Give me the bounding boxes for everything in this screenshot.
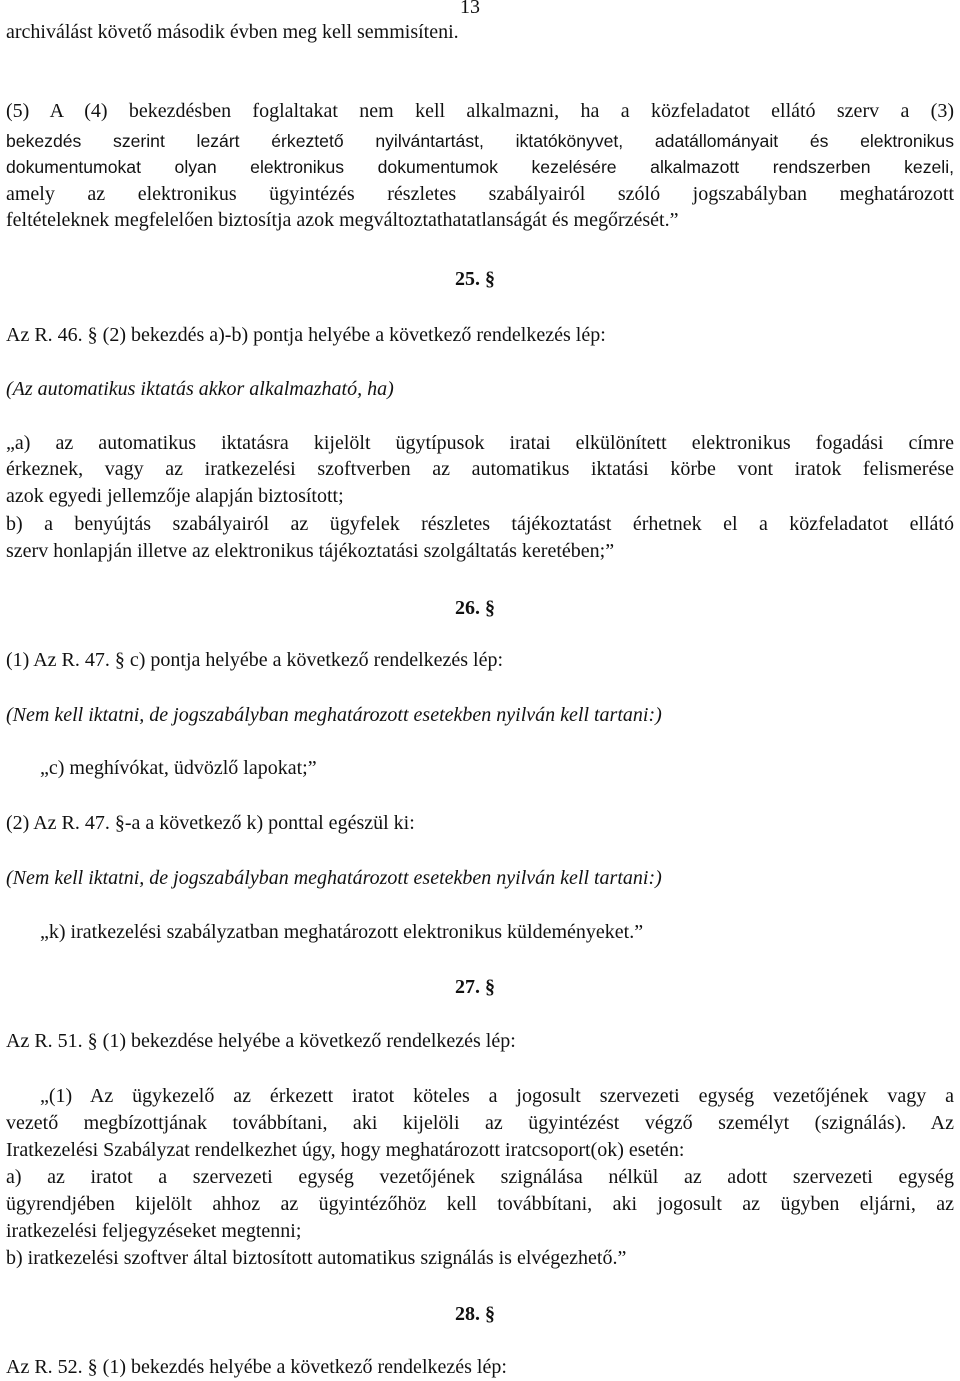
text-line: Az R. 46. § (2) bekezdés a)-b) pontja helyébe a következő rendelkezés lép: (6, 324, 606, 346)
text-line: (1) Az R. 47. § c) pontja helyébe a következő rendelkezés lép: (6, 649, 504, 671)
text-line: archiválást követő második évben meg kell semmisíteni. (6, 21, 459, 43)
text-line: „a) az automatikus iktatásra kijelölt ügytípusok iratai elkülönített elektronikus fogadási címre (6, 432, 954, 454)
text-line: amely az elektronikus ügyintézés részletes szabályairól szóló jogszabályban meghatározott (6, 183, 954, 205)
text-line: Iratkezelési Szabályzat rendelkezhet úgy, hogy meghatározott iratcsoport(ok) esetén: (6, 1139, 685, 1161)
text-line: (Nem kell iktatni, de jogszabályban meghatározott esetekben nyilván kell tartani:) (6, 867, 662, 889)
section-heading-27: 27. § (455, 976, 495, 998)
text-line: vezető megbízottjának továbbítani, aki kijelöli az ügyintézést végző személyt (szignálás). Az (6, 1112, 954, 1134)
text-line: bekezdés szerint lezárt érkeztető nyilvántartást, iktatókönyvet, adatállományait és elektronikus (6, 131, 954, 151)
text-line: a) az iratot a szervezeti egység vezetőjének szignálása nélkül az adott szervezeti egység (6, 1166, 954, 1188)
text-line: iratkezelési feljegyzéseket megtenni; (6, 1220, 302, 1242)
section-heading-26: 26. § (455, 597, 495, 619)
text-line: azok egyedi jellemzője alapján biztosított; (6, 485, 344, 507)
page-number: 13 (460, 0, 480, 18)
text-line: Az R. 52. § (1) bekezdés helyébe a következő rendelkezés lép: (6, 1356, 507, 1378)
text-line: „c) meghívókat, üdvözlő lapokat;” (40, 757, 317, 779)
section-heading-28: 28. § (455, 1303, 495, 1325)
text-line: dokumentumokat olyan elektronikus dokumentumok kezelésére alkalmazott rendszerben kezeli, (6, 157, 954, 177)
section-heading-25: 25. § (455, 268, 495, 290)
text-line: feltételeknek megfelelően biztosítja azok megváltoztathatatlanságát és megőrzését.” (6, 209, 679, 231)
text-line: (2) Az R. 47. §-a a következő k) ponttal egészül ki: (6, 812, 415, 834)
text-line: szerv honlapján illetve az elektronikus tájékoztatási szolgáltatás keretében;” (6, 540, 615, 562)
text-line: ügyrendjében kijelölt ahhoz az ügyintézőhöz kell továbbítani, aki jogosult az ügyben eljárni, az (6, 1193, 954, 1215)
text-line: (Az automatikus iktatás akkor alkalmazható, ha) (6, 378, 394, 400)
text-line: b) a benyújtás szabályairól az ügyfelek részletes tájékoztatást érhetnek el a közfeladatot ellátó (6, 513, 954, 535)
text-line: (Nem kell iktatni, de jogszabályban meghatározott esetekben nyilván kell tartani:) (6, 704, 662, 726)
text-line: „(1) Az ügykezelő az érkezett iratot köteles a jogosult szervezeti egység vezetőjének vagy a (40, 1085, 954, 1107)
text-line: érkeznek, vagy az iratkezelési szoftverben az automatikus iktatási körbe vont iratok felismerése (6, 458, 954, 480)
text-line: b) iratkezelési szoftver által biztosított automatikus szignálás is elvégezhető.” (6, 1247, 627, 1269)
text-line: „k) iratkezelési szabályzatban meghatározott elektronikus küldeményeket.” (40, 921, 644, 943)
text-line: (5) A (4) bekezdésben foglaltakat nem kell alkalmazni, ha a közfeladatot ellátó szerv a (3) (6, 100, 954, 122)
text-line: Az R. 51. § (1) bekezdése helyébe a következő rendelkezés lép: (6, 1030, 516, 1052)
